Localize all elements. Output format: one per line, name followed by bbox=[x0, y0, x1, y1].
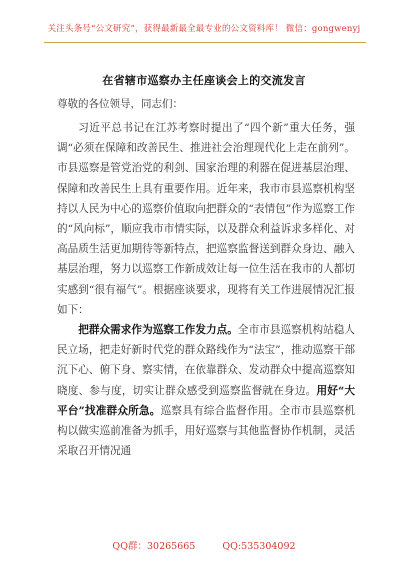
subsection-heading: 用好“大平台”找准群众所急。 bbox=[57, 384, 356, 417]
document-title: 在省辖市巡察办主任座谈会上的交流发言 bbox=[102, 74, 306, 87]
document-body bbox=[57, 118, 355, 461]
footer-contact bbox=[0, 538, 408, 552]
header-banner: 关注头条号“公文研究”，获得最新最全最专业的公文资料库！ 微信：gongwenyj bbox=[47, 24, 361, 34]
paragraph-text: 巡察具有综合监督作用。全市市县巡察机构以做实巡前准备为抓手，用好巡察与其他监督协作机制，灵活采取召开情况通 bbox=[57, 404, 356, 458]
footer-qq: QQ:535304092 bbox=[222, 541, 296, 552]
salutation: 尊敬的各位领导，同志们： bbox=[57, 98, 183, 110]
paragraph-intro bbox=[57, 118, 355, 320]
header-divider bbox=[44, 42, 366, 43]
paragraph-text: 习近平总书记在江苏考察时提出了“四个新”重大任务，强调“必须在保障和改善民生、推进社会治理现代化上走在前列”。市县巡察是管党治党的利剑、国家治理的利器在促进基层治理、保障和改善民生上具有重要作用。近年来，我市市县巡察机构坚持以人民为中心的巡察价值取向把群众的“表情包”作为巡察工作的“风向标”，顺应我市市情实际，以及群众利益诉求多样化、对高品质生活更加期待等新特点，把巡察监督送到群众身边、融入基层治理，努力以巡察工作新成效让每一位生活在我市的人都切实感到“很有福气”。根据座谈要求，现将有关工作进展情况汇报如下： bbox=[57, 122, 355, 316]
section-heading: 把群众需求作为巡察工作发力点。 bbox=[78, 324, 238, 337]
footer-qq-group: QQ群：30265665 bbox=[112, 541, 196, 552]
paragraph-section-1 bbox=[57, 320, 355, 461]
paragraph-text: 全市市县巡察机构站稳人民立场，把走好新时代党的群众路线作为“法宝”，推动巡察干部沉下心、俯下身、察实情，在依靠群众、发动群众中提高巡察知晓度、参与度，切实让群众感受到巡察监督就在身边。 bbox=[57, 324, 356, 397]
